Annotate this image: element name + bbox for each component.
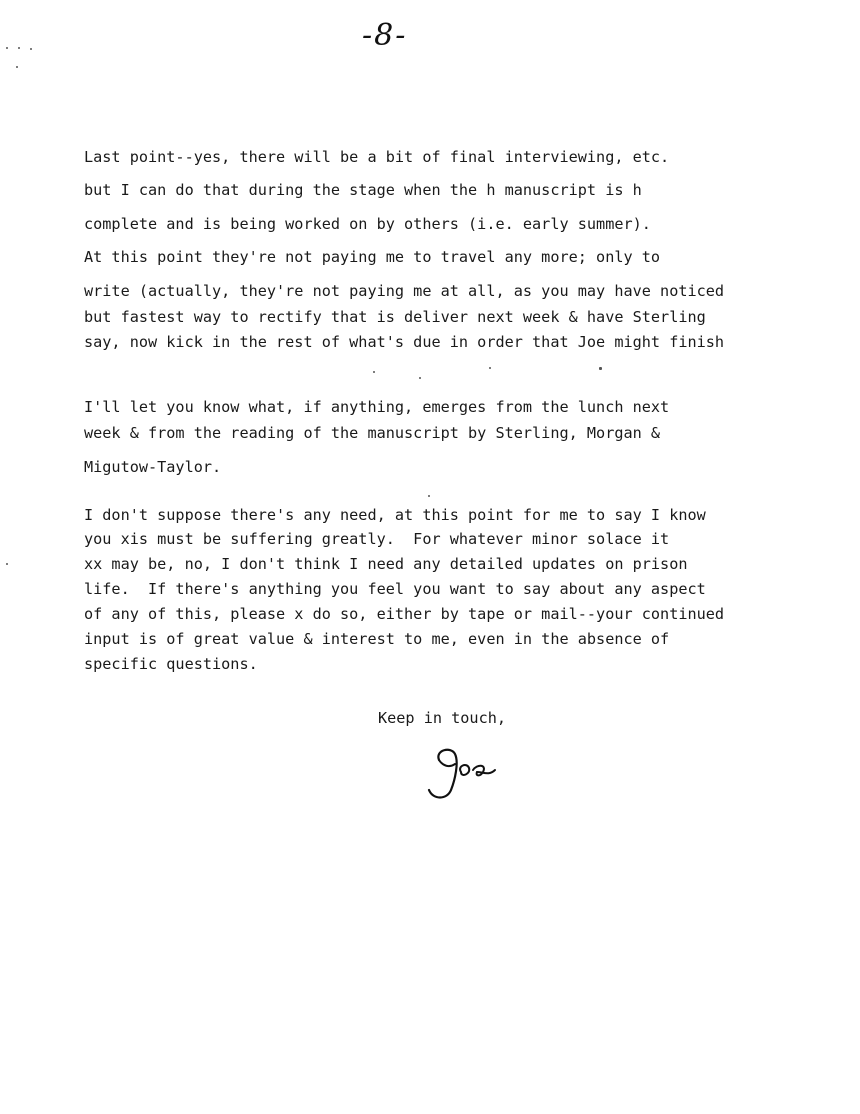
text-line: I'll let you know what, if anything, emerges from the lunch next [84, 398, 670, 416]
scan-speck [599, 367, 602, 370]
text-line: of any of this, please x do so, either by tape or mail--your continued [84, 605, 725, 623]
scan-speck [428, 495, 430, 497]
text-line: say, now kick in the rest of what's due in order that Joe might finish [84, 333, 725, 351]
text-line: week & from the reading of the manuscript by Sterling, Morgan & [84, 424, 661, 442]
scan-speck [6, 563, 8, 565]
text-line: life. If there's anything you feel you want to say about any aspect [84, 580, 706, 598]
text-line: but I can do that during the stage when the h manuscript is h [84, 181, 642, 199]
page-number: -8- [362, 18, 408, 53]
scan-speck [373, 371, 375, 373]
text-line: complete and is being worked on by others (i.e. early summer). [84, 215, 651, 233]
handwritten-signature [425, 742, 505, 804]
text-line: but fastest way to rectify that is deliver next week & have Sterling [84, 308, 706, 326]
text-line: specific questions. [84, 655, 258, 673]
scan-speck [16, 66, 18, 68]
text-line: input is of great value & interest to me, even in the absence of [84, 630, 670, 648]
scan-speck [30, 48, 32, 50]
closing-line: Keep in touch, [378, 709, 507, 727]
scan-speck [18, 47, 20, 49]
scan-speck [419, 377, 421, 379]
text-line: write (actually, they're not paying me at all, as you may have noticed [84, 282, 725, 300]
text-line: you xis must be suffering greatly. For whatever minor solace it [84, 530, 670, 548]
scan-speck [489, 367, 491, 369]
text-line: At this point they're not paying me to travel any more; only to [84, 248, 661, 266]
text-line: Last point--yes, there will be a bit of final interviewing, etc. [84, 148, 670, 166]
text-line: Migutow-Taylor. [84, 458, 222, 476]
scan-speck [6, 47, 8, 49]
text-line: xx may be, no, I don't think I need any detailed updates on prison [84, 555, 688, 573]
text-line: I don't suppose there's any need, at this point for me to say I know [84, 506, 706, 524]
